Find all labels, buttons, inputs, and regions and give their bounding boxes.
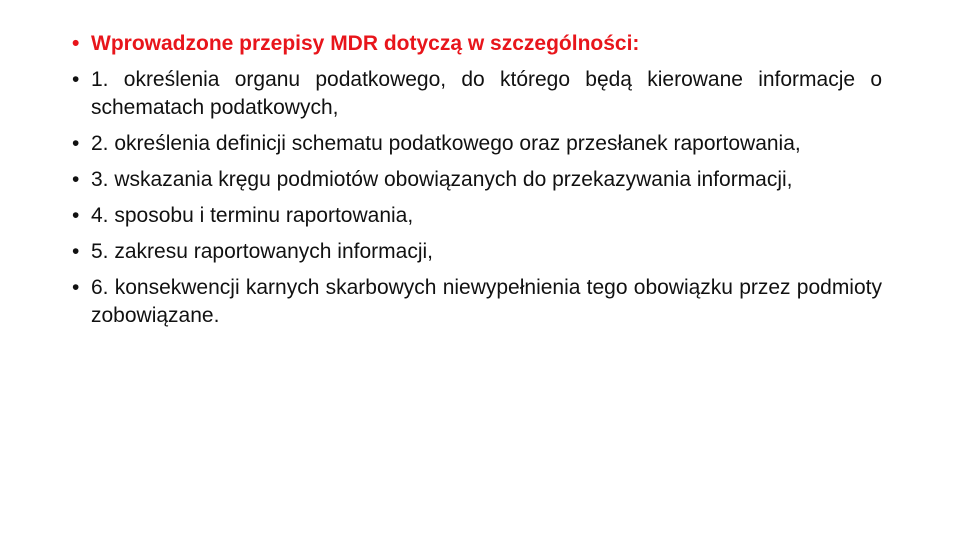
bullet-dot-icon: • [72,32,80,55]
slide-content [72,30,882,338]
list-item-text: 4. sposobu i terminu raportowania, [91,204,414,227]
bullet-dot-icon: • [72,240,80,263]
bullet-list [72,30,882,330]
list-item [72,274,882,330]
bullet-dot-icon: • [72,168,80,191]
list-item [72,130,882,158]
list-item-text: 5. zakresu raportowanych informacji, [91,240,433,263]
heading-text: Wprowadzone przepisy MDR dotyczą w szczególności: [91,32,640,55]
bullet-dot-icon: • [72,68,80,91]
list-item-text: 6. konsekwencji karnych skarbowych niewypełnienia tego obowiązku przez podmioty zobowiązane. [91,276,882,327]
list-item [72,166,882,194]
bullet-dot-icon: • [72,276,80,299]
list-item-text: 2. określenia definicji schematu podatkowego oraz przesłanek raportowania, [91,132,801,155]
list-item-text: 1. określenia organu podatkowego, do którego będą kierowane informacje o schematach podatkowych, [91,68,882,119]
heading-bullet [72,30,882,58]
list-item [72,66,882,122]
bullet-dot-icon: • [72,132,80,155]
list-item-text: 3. wskazania kręgu podmiotów obowiązanych do przekazywania informacji, [91,168,793,191]
list-item [72,202,882,230]
list-item [72,238,882,266]
bullet-dot-icon: • [72,204,80,227]
